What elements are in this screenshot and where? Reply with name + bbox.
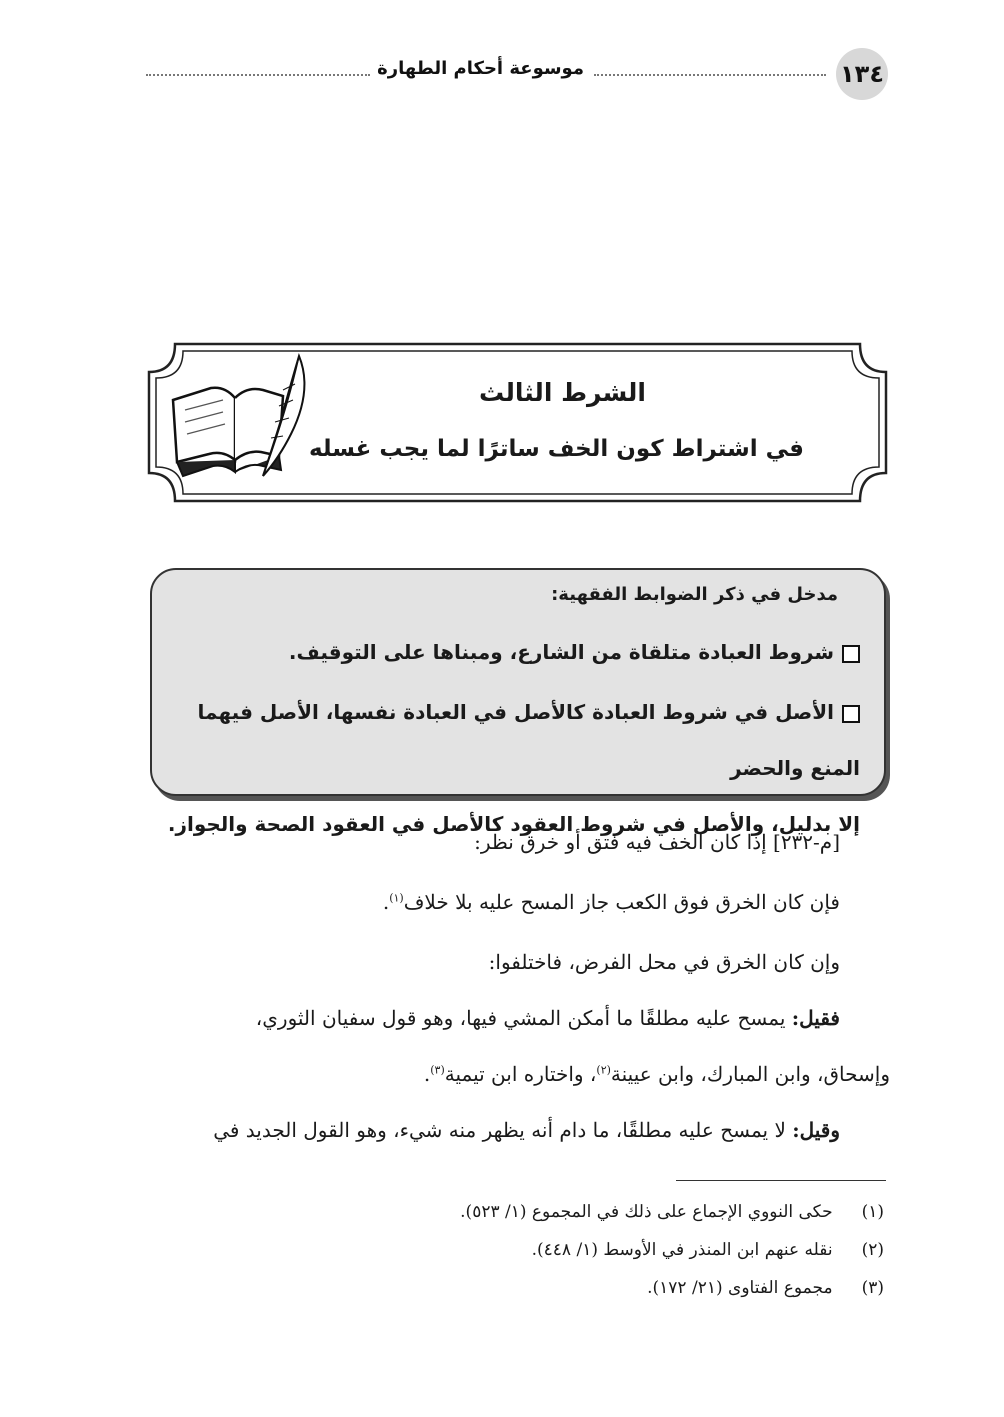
paragraph-lead: وقيل: [792,1118,840,1142]
paragraph-lead: فقيل: [791,1006,840,1030]
paragraph-text: فإن كان الخرق فوق الكعب جاز المسح عليه بلا خلاف [403,890,840,914]
checkbox-bullet-icon [842,645,860,663]
section-title: الشرط الثالث [478,378,647,407]
section-subtitle: في اشتراط كون الخف ساترًا لما يجب غسله [308,436,804,462]
rule-text: الأصل في شروط العبادة كالأصل في العبادة نفسها، الأصل فيهما المنع والحضر [197,700,860,780]
footnote [460,1202,884,1222]
running-title: موسوعة أحكام الطهارة [371,58,590,79]
punctuation: . [382,890,390,914]
header-dotted-rule-right [594,74,826,76]
rule-text: شروط العبادة متلقاة من الشارع، ومبناها على التوقيف. [288,640,834,664]
rule-item [162,684,860,852]
running-header [140,44,890,100]
paragraph [145,1006,840,1030]
paragraph-text: وإسحاق، وابن المبارك، وابن عيينة [610,1062,890,1086]
paragraph-text: لا يمسح عليه مطلقًا، ما دام أنه يظهر منه شيء، وهو القول الجديد في [213,1118,793,1142]
footnote-ref[interactable]: (١) [389,891,404,905]
footnote-ref[interactable]: (٢) [596,1063,611,1077]
paragraph-text: [م-٢٣٢] إذا كان الخف فيه فتق أو خرق نظر: [474,830,840,854]
punctuation: . [423,1062,431,1086]
paragraph [145,1118,840,1142]
paragraph [145,890,840,914]
paragraph-text: وإن كان الخرق في محل الفرض، فاختلفوا: [488,950,840,974]
footnote-separator [676,1180,886,1181]
paragraph-continued [145,1062,890,1086]
header-dotted-rule-left [146,74,370,76]
checkbox-bullet-icon [842,705,860,723]
fiqh-rules-box [150,568,886,836]
paragraph [145,830,840,854]
book-quill-icon [163,350,313,490]
rule-item [162,624,860,680]
footnote-number: (٣) [861,1278,884,1298]
footnote-text: حكى النووي الإجماع على ذلك في المجموع (١/ ٥٢٣). [460,1202,833,1222]
footnote-text: مجموع الفتاوى (٢١/ ١٧٢). [647,1278,833,1298]
footnote-number: (١) [861,1202,884,1222]
footnote-ref[interactable]: (٣) [430,1063,445,1077]
paragraph [145,950,840,974]
footnote-number: (٢) [861,1240,884,1260]
footnote [532,1240,884,1260]
rules-heading: مدخل في ذكر الضوابط الفقهية: [551,584,838,605]
footnote [647,1278,884,1298]
rule-text-continued: إلا بدليل، والأصل في شروط العقود كالأصل في العقود الصحة والجواز. [167,812,860,836]
page-number: ١٣٤ [836,48,888,100]
paragraph-text: يمسح عليه مطلقًا ما أمكن المشي فيها، وهو قول سفيان الثوري، [255,1006,792,1030]
section-title-frame [145,340,890,505]
paragraph-text: ، واختاره ابن تيمية [444,1062,597,1086]
footnote-text: نقله عنهم ابن المنذر في الأوسط (١/ ٤٤٨). [531,1240,833,1260]
